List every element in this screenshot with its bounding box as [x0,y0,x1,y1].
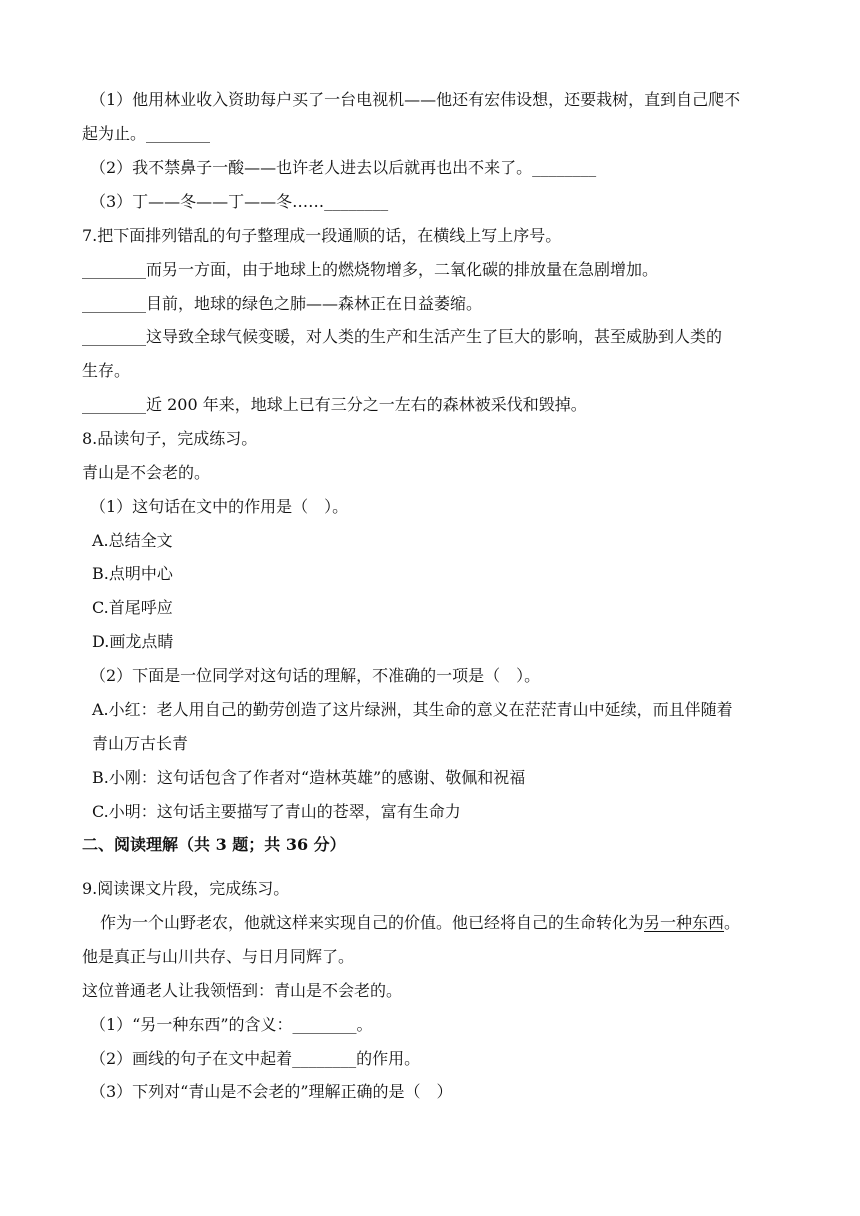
q9-passage-text: 作为一个山野老农，他就这样来实现自己的价值。他已经将自己的生命转化为 [100,913,645,932]
q7-sentence-3-line1: ________这导致全球气候变暖，对人类的生产和生活产生了巨大的影响，甚至威胁到人类的 [82,327,723,346]
q9-passage-line3: 这位普通老人让我领悟到：青山是不会老的。 [82,981,403,1000]
q8-sub2-option-c: C.小明：这句话主要描写了青山的苍翠，富有生命力 [92,802,461,821]
q9-sub1: （1）“另一种东西”的含义：________。 [90,1015,373,1034]
q6-item1-line1: （1）他用林业收入资助每户买了一台电视机——他还有宏伟设想，还要栽树，直到自己爬不 [90,90,741,109]
q9-underlined-phrase: 另一种东西 [644,913,725,932]
q8-sub2-option-b: B.小刚：这句话包含了作者对“造林英雄”的感谢、敬佩和祝福 [92,768,526,787]
q7-sentence-1: ________而另一方面，由于地球上的燃烧物增多，二氧化碳的排放量在急剧增加。 [82,260,659,279]
q6-item3: （3）丁——冬——丁——冬……________ [90,192,389,211]
q7-sentence-3-line2: 生存。 [82,361,131,380]
q8-sub1-option-b: B.点明中心 [92,564,173,583]
q6-item2: （2）我不禁鼻子一酸——也许老人进去以后就再也出不来了。________ [90,158,597,177]
q9-passage-period: 。 [724,913,741,932]
q8-sentence: 青山是不会老的。 [82,463,211,482]
q8-sub1: （1）这句话在文中的作用是（ ）。 [90,497,349,516]
q8-sub1-option-c: C.首尾呼应 [92,598,173,617]
q8-sub2-option-a-line2: 青山万古长青 [92,734,189,753]
q8-sub1-option-d: D.画龙点睛 [92,632,174,651]
q7-sentence-2: ________目前，地球的绿色之肺——森林正在日益萎缩。 [82,294,483,313]
q9-sub3: （3）下列对“青山是不会老的”理解正确的是（ ） [90,1082,453,1101]
q7-title: 7.把下面排列错乱的句子整理成一段通顺的话，在横线上写上序号。 [82,226,562,245]
section-heading-reading: 二、阅读理解（共 3 题；共 36 分） [82,835,346,854]
q7-sentence-4: ________近 200 年来，地球上已有三分之一左右的森林被采伐和毁掉。 [82,395,587,414]
q9-sub2: （2）画线的句子在文中起着________的作用。 [90,1049,421,1068]
q6-item1-line2: 起为止。________ [82,124,211,143]
q8-sub2: （2）下面是一位同学对这句话的理解，不准确的一项是（ ）。 [90,666,541,685]
q8-sub1-option-a: A.总结全文 [92,531,173,550]
q9-title: 9.阅读课文片段，完成练习。 [82,879,290,898]
q8-sub2-option-a-line1: A.小红：老人用自己的勤劳创造了这片绿洲，其生命的意义在茫茫青山中延续，而且伴随着 [92,700,733,719]
q8-title: 8.品读句子，完成练习。 [82,429,258,448]
q9-passage-line2: 他是真正与山川共存、与日月同辉了。 [82,947,355,966]
q9-passage-line1 [100,911,800,935]
